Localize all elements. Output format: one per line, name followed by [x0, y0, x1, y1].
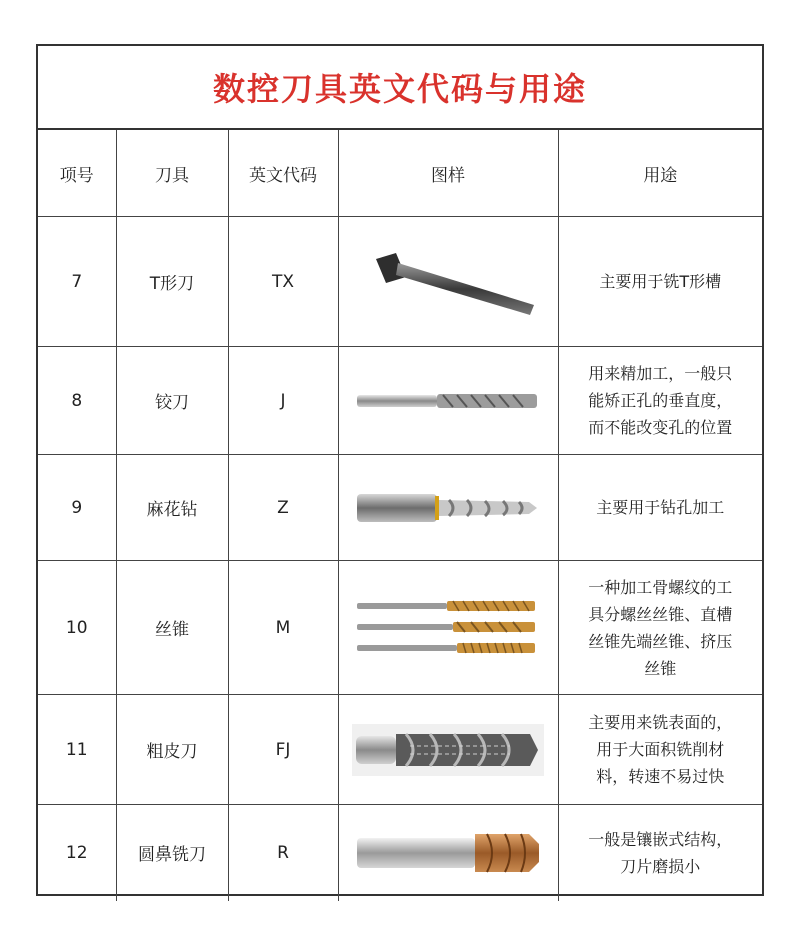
taps-image	[353, 593, 543, 663]
row-no: 12	[38, 805, 116, 901]
row-tool: 铰刀	[116, 347, 228, 455]
table-row	[38, 217, 762, 347]
table-row	[38, 695, 762, 805]
row-use: 主要用来铣表面的， 用于大面积铣削材 料，转速不易过快	[558, 695, 762, 805]
reamer-image	[353, 381, 543, 421]
table-row	[38, 347, 762, 455]
row-use: 一般是镶嵌式结构， 刀片磨损小	[558, 805, 762, 901]
header-use: 用途	[558, 130, 762, 217]
row-use: 用来精加工，一般只 能矫正孔的垂直度， 而不能改变孔的位置	[558, 347, 762, 455]
row-no: 7	[38, 217, 116, 347]
row-code: R	[228, 805, 338, 901]
row-code: J	[228, 347, 338, 455]
row-code: FJ	[228, 695, 338, 805]
table-row	[38, 805, 762, 901]
table-row	[38, 561, 762, 695]
header-row	[38, 130, 762, 217]
row-code: TX	[228, 217, 338, 347]
row-use: 主要用于钻孔加工	[558, 455, 762, 561]
header-no: 项号	[38, 130, 116, 217]
row-tool: 麻花钻	[116, 455, 228, 561]
page-title: 数控刀具英文代码与用途	[38, 46, 762, 130]
header-code: 英文代码	[228, 130, 338, 217]
row-code: M	[228, 561, 338, 695]
header-image: 图样	[338, 130, 558, 217]
row-no: 10	[38, 561, 116, 695]
header-tool: 刀具	[116, 130, 228, 217]
row-use: 一种加工骨螺纹的工 具分螺丝丝锥、直槽 丝锥先端丝锥、挤压 丝锥	[558, 561, 762, 695]
row-tool: T形刀	[116, 217, 228, 347]
row-no: 8	[38, 347, 116, 455]
row-no: 9	[38, 455, 116, 561]
t-slot-cutter-image	[358, 237, 538, 327]
row-tool: 粗皮刀	[116, 695, 228, 805]
tool-table	[38, 130, 762, 901]
row-use: 主要用于铣T形槽	[558, 217, 762, 347]
row-tool: 丝锥	[116, 561, 228, 695]
code-table-sheet	[36, 44, 764, 896]
twist-drill-image	[353, 486, 543, 530]
roughing-cutter-image	[350, 722, 546, 778]
row-no: 11	[38, 695, 116, 805]
bull-nose-cutter-image	[353, 828, 543, 878]
table-row	[38, 455, 762, 561]
row-code: Z	[228, 455, 338, 561]
row-tool: 圆鼻铣刀	[116, 805, 228, 901]
